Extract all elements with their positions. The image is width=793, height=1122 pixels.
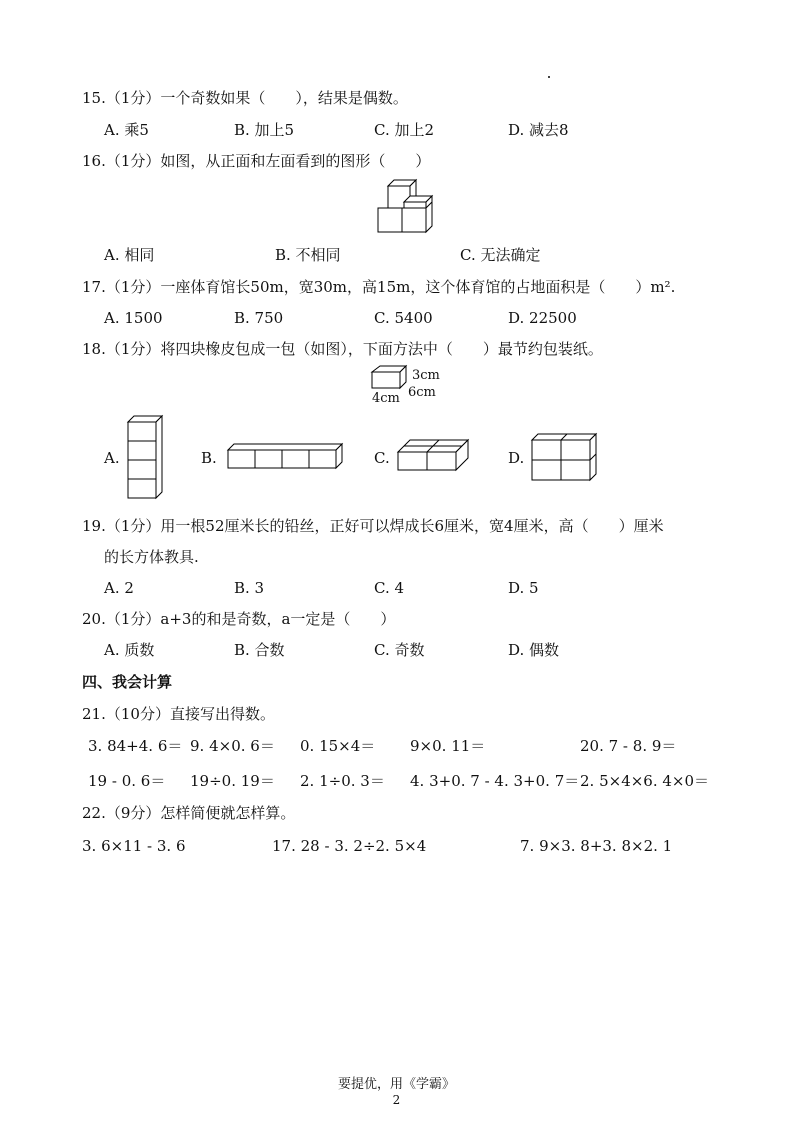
question-17-stem: 17.（1分）一座体育馆长50m，宽30m，高15m，这个体育馆的占地面积是（ ）m².	[82, 278, 676, 296]
section-4-heading: 四、我会计算	[82, 673, 173, 691]
q20-option-d[interactable]: D. 偶数	[508, 641, 560, 659]
question-16-stem: 16.（1分）如图，从正面和左面看到的图形（ ）	[82, 152, 431, 170]
q18-dim-height: 3cm	[412, 368, 440, 383]
question-21-stem: 21.（10分）直接写出得数。	[82, 705, 275, 723]
calc-item: 7. 9×3. 8+3. 8×2. 1	[520, 837, 673, 855]
question-19-stem-cont: 的长方体教具.	[104, 548, 199, 566]
q19-option-c[interactable]: C. 4	[374, 579, 405, 597]
q19-option-b[interactable]: B. 3	[234, 579, 265, 597]
calc-item: 2. 1÷0. 3＝	[300, 772, 385, 790]
calc-item: 3. 84+4. 6＝	[88, 737, 183, 755]
q18-option-d[interactable]: D.	[508, 449, 525, 467]
q17-option-d[interactable]: D. 22500	[508, 309, 577, 327]
calc-item: 9×0. 11＝	[410, 737, 486, 755]
speck	[548, 76, 550, 78]
question-15-stem: 15.（1分）一个奇数如果（ ），结果是偶数。	[82, 89, 408, 107]
q18-option-c-figure	[396, 438, 470, 474]
calc-item: 0. 15×4＝	[300, 737, 376, 755]
q16-cube-figure	[370, 178, 440, 238]
footer-slogan: 要提优，用《学霸》	[337, 1077, 455, 1092]
q18-option-a-figure	[126, 414, 166, 500]
calc-item: 20. 7 - 8. 9＝	[580, 737, 677, 755]
q19-option-d[interactable]: D. 5	[508, 579, 539, 597]
q19-option-a[interactable]: A. 2	[104, 579, 134, 597]
q15-option-d[interactable]: D. 减去8	[508, 121, 569, 139]
q20-option-b[interactable]: B. 合数	[234, 641, 285, 659]
calc-item: 19÷0. 19＝	[190, 772, 275, 790]
q20-option-c[interactable]: C. 奇数	[374, 641, 425, 659]
q18-option-a[interactable]: A.	[104, 449, 120, 467]
q18-option-b-figure	[226, 442, 344, 472]
calc-item: 9. 4×0. 6＝	[190, 737, 275, 755]
calc-item: 4. 3+0. 7 - 4. 3+0. 7＝	[410, 772, 580, 790]
q18-option-c[interactable]: C.	[374, 449, 390, 467]
q15-option-a[interactable]: A. 乘5	[104, 121, 149, 139]
question-18-stem: 18.（1分）将四块橡皮包成一包（如图），下面方法中（ ）最节约包装纸。	[82, 340, 603, 358]
question-22-stem: 22.（9分）怎样简便就怎样算。	[82, 804, 296, 822]
calc-item: 19 - 0. 6＝	[88, 772, 166, 790]
q18-option-b[interactable]: B.	[201, 449, 217, 467]
q16-option-c[interactable]: C. 无法确定	[460, 246, 541, 264]
calc-item: 3. 6×11 - 3. 6	[82, 837, 186, 855]
q18-dim-width: 6cm	[408, 385, 436, 400]
calc-item: 2. 5×4×6. 4×0＝	[580, 772, 710, 790]
question-19-stem: 19.（1分）用一根52厘米长的铅丝，正好可以焊成长6厘米，宽4厘米，高（ ）厘米	[82, 517, 664, 535]
q17-option-a[interactable]: A. 1500	[104, 309, 163, 327]
q17-option-c[interactable]: C. 5400	[374, 309, 433, 327]
q15-option-b[interactable]: B. 加上5	[234, 121, 295, 139]
page-number: 2	[392, 1093, 401, 1107]
q16-option-a[interactable]: A. 相同	[104, 246, 155, 264]
q16-option-b[interactable]: B. 不相同	[275, 246, 341, 264]
q18-option-d-figure	[530, 432, 598, 482]
q18-dim-depth: 4cm	[372, 391, 400, 406]
calc-item: 17. 28 - 3. 2÷2. 5×4	[272, 837, 427, 855]
question-20-stem: 20.（1分）a+3的和是奇数，a一定是（ ）	[82, 610, 396, 628]
q15-option-c[interactable]: C. 加上2	[374, 121, 435, 139]
q20-option-a[interactable]: A. 质数	[104, 641, 155, 659]
q18-eraser-figure	[370, 364, 410, 390]
q17-option-b[interactable]: B. 750	[234, 309, 284, 327]
